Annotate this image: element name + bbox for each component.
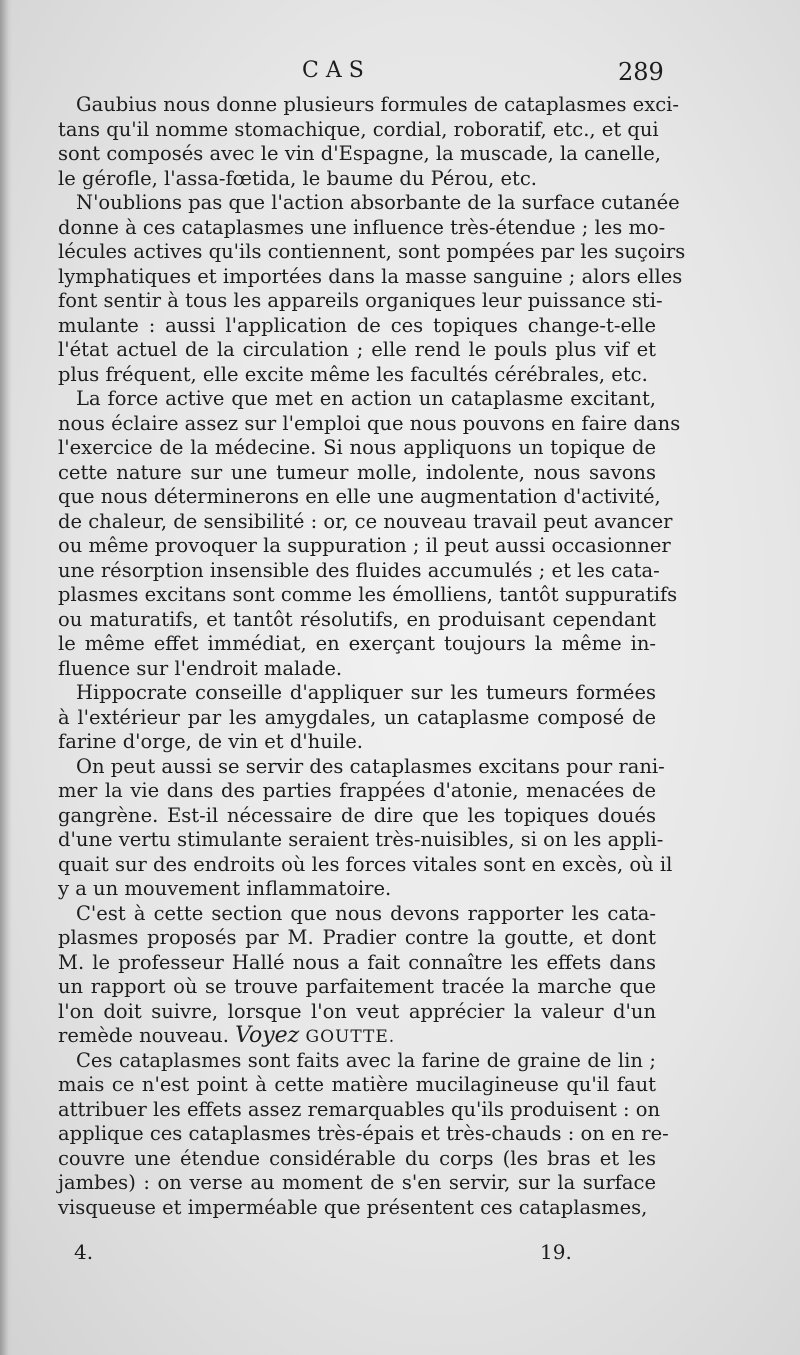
text-line: gangrène. Est-il nécessaire de dire que les topiques doués: [58, 803, 656, 827]
cross-reference: GOUTTE.: [305, 1027, 396, 1047]
text-line: un rapport où se trouve parfaitement tracée la marche que: [58, 975, 656, 998]
text-line: mer la vie dans des parties frappées d'atonie, menacées de: [58, 779, 656, 802]
line-text: remède nouveau.: [58, 1024, 229, 1047]
text-line: plus fréquent, elle excite même les facultés cérébrales, etc.: [58, 362, 648, 386]
signature-mark: 4.: [74, 1240, 94, 1264]
text-line: plasmes proposés par M. Pradier contre la goutte, et dont: [58, 926, 656, 949]
text-line: l'exercice de la médecine. Si nous appliquons un topique de: [58, 436, 656, 459]
text-line: fluence sur l'endroit malade.: [58, 656, 343, 680]
paragraph: [58, 681, 656, 755]
text-line: applique ces cataplasmes très-épais et très-chauds : on en re-: [58, 1122, 669, 1145]
text-line: N'oublions pas que l'action absorbante de la surface cutanée: [76, 191, 680, 214]
text-line: C'est à cette section que nous devons rapporter les cata-: [76, 901, 656, 925]
text-line: cette nature sur une tumeur molle, indolente, nous savons: [58, 460, 656, 484]
text-line: lymphatiques et importées dans la masse sanguine ; alors elles: [58, 264, 683, 288]
text-line: sont composés avec le vin d'Espagne, la muscade, la canelle,: [58, 142, 661, 165]
text-line: nous éclaire assez sur l'emploi que nous pouvons en faire dans: [58, 411, 681, 435]
see-reference: Voyez: [235, 1023, 300, 1048]
text-line: ou même provoquer la suppuration ; il peut aussi occasionner: [58, 534, 671, 557]
text-line: ou maturatifs, et tantôt résolutifs, en produisant cependant: [58, 607, 656, 631]
text-line: visqueuse et imperméable que présentent ces cataplasmes,: [58, 1195, 648, 1219]
text-line: y a un mouvement inflammatoire.: [58, 877, 392, 900]
paragraph: [58, 902, 656, 1049]
paragraph: [58, 387, 681, 681]
text-line: Hippocrate conseille d'appliquer sur les tumeurs formées: [76, 681, 656, 704]
text-line: attribuer les effets assez remarquables qu'ils produisent : on: [58, 1097, 661, 1121]
text-line: quait sur des endroits où les forces vitales sont en excès, où il: [58, 852, 673, 876]
running-title: CAS: [302, 58, 371, 83]
text-line: couvre une étendue considérable du corps (les bras et les: [58, 1146, 656, 1170]
paragraph: [58, 93, 679, 191]
text-line: font sentir à tous les appareils organiques leur puissance sti-: [58, 289, 663, 312]
text-line: On peut aussi se servir des cataplasmes excitans pour rani-: [76, 754, 665, 778]
text-line: plasmes excitans sont comme les émolliens, tantôt suppuratifs: [58, 583, 678, 606]
text-line: le même effet immédiat, en exerçant toujours la même in-: [58, 632, 656, 655]
paragraph: [58, 191, 686, 387]
text-line: de chaleur, de sensibilité : or, ce nouveau travail peut avancer: [58, 509, 673, 533]
page-footer: [0, 1240, 800, 1270]
text-line: mulante : aussi l'application de ces topiques change-t-elle: [58, 313, 656, 337]
text-line: M. le professeur Hallé nous a fait connaître les effets dans: [58, 950, 656, 974]
text-line: l'état actuel de la circulation ; elle rend le pouls plus vif et: [58, 338, 656, 361]
body-text: [58, 93, 686, 1220]
text-line: lécules actives qu'ils contiennent, sont pompées par les suçoirs: [58, 240, 686, 263]
text-line: Gaubius nous donne plusieurs formules de cataplasmes exci-: [76, 93, 679, 116]
text-line: [58, 1024, 656, 1049]
page-header: [0, 58, 800, 88]
text-line: La force active que met en action un cataplasme excitant,: [76, 387, 656, 410]
text-line: que nous déterminerons en elle une augmentation d'activité,: [58, 485, 661, 508]
text-line: à l'extérieur par les amygdales, un cataplasme composé de: [58, 705, 656, 729]
paragraph: [58, 754, 673, 902]
text-line: une résorption insensible des fluides accumulés ; et les cata-: [58, 558, 660, 582]
page-gutter-shadow: [0, 0, 12, 1355]
text-line: l'on doit suivre, lorsque l'on veut apprécier la valeur d'un: [58, 999, 656, 1023]
sheet-number: 19.: [540, 1240, 572, 1264]
text-line: donne à ces cataplasmes une influence très-étendue ; les mo-: [58, 215, 666, 239]
text-line: tans qu'il nomme stomachique, cordial, roboratif, etc., et qui: [58, 117, 659, 141]
page-number: 289: [618, 58, 664, 86]
text-line: d'une vertu stimulante seraient très-nuisibles, si on les appli-: [58, 828, 664, 851]
text-line: jambes) : on verse au moment de s'en servir, sur la surface: [58, 1171, 656, 1194]
text-line: le gérofle, l'assa-fœtida, le baume du Pérou, etc.: [58, 166, 537, 190]
text-line: farine d'orge, de vin et d'huile.: [58, 730, 364, 753]
text-line: Ces cataplasmes sont faits avec la farine de graine de lin ;: [76, 1048, 656, 1072]
paragraph: [58, 1048, 669, 1221]
text-line: mais ce n'est point à cette matière mucilagineuse qu'il faut: [58, 1073, 656, 1096]
